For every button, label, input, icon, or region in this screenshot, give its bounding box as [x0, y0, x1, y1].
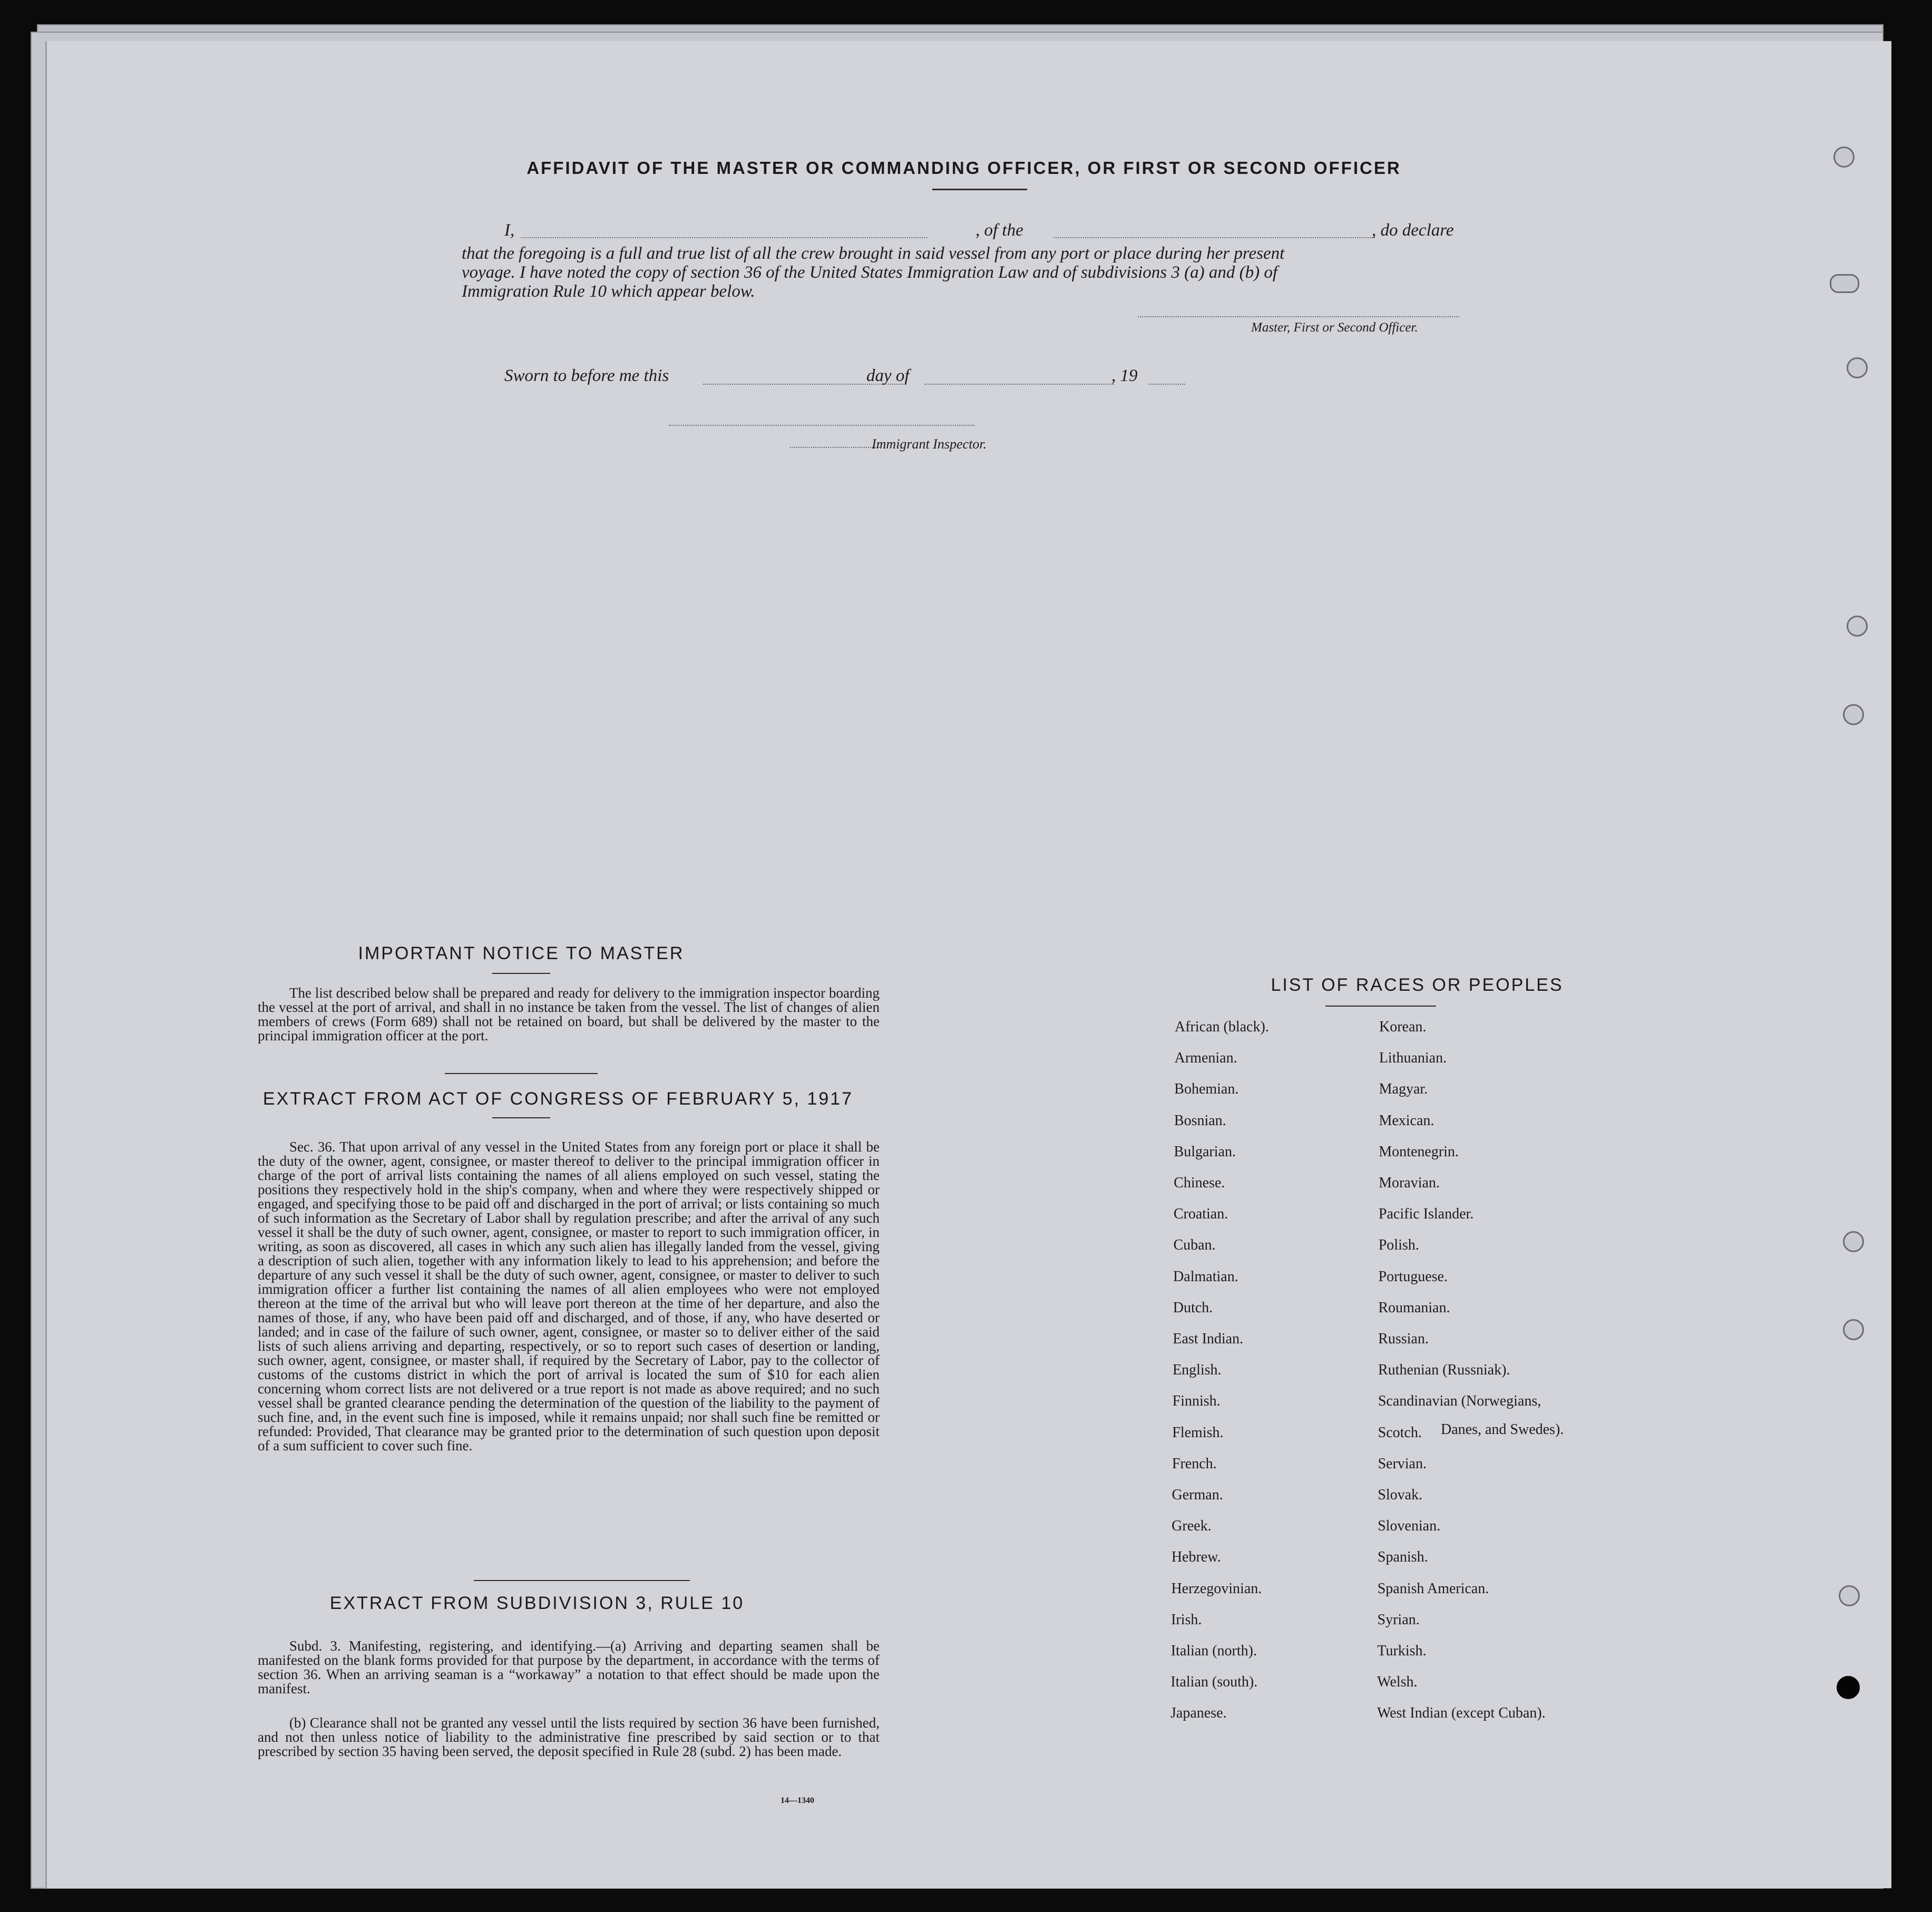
race-item: East Indian.	[1173, 1331, 1244, 1347]
punch-hole-icon	[1847, 616, 1868, 637]
punch-hole-icon	[1843, 704, 1864, 725]
race-item: Lithuanian.	[1379, 1050, 1447, 1067]
race-item: Italian (south).	[1170, 1674, 1258, 1691]
race-item: Welsh.	[1377, 1674, 1418, 1691]
punch-hole-icon	[1847, 357, 1868, 378]
races-title: LIST OF RACES OR PEOPLES	[1271, 975, 1564, 995]
inspector-lead-dots	[790, 447, 880, 448]
affidavit-declare-label: , do declare	[1372, 221, 1454, 240]
sworn-month-blank-field[interactable]	[924, 384, 1114, 385]
race-item: Mexican.	[1379, 1112, 1435, 1129]
punch-hole-icon	[1843, 1231, 1864, 1252]
race-item: Magyar.	[1379, 1081, 1428, 1098]
race-item: Japanese.	[1170, 1705, 1227, 1722]
race-item: Slovak.	[1378, 1487, 1423, 1503]
race-item: Bosnian.	[1174, 1112, 1226, 1129]
races-underline	[1325, 1006, 1436, 1007]
race-item: Flemish.	[1172, 1424, 1224, 1441]
race-item: West Indian (except Cuban).	[1377, 1705, 1546, 1722]
sworn-year-blank-field[interactable]	[1148, 384, 1185, 385]
act-title: EXTRACT FROM ACT OF CONGRESS OF FEBRUARY 5, 1917	[262, 1089, 854, 1109]
section-divider	[474, 1580, 690, 1581]
race-item: Portuguese.	[1378, 1268, 1448, 1285]
race-item: Polish.	[1378, 1237, 1419, 1254]
race-item: Scotch.	[1378, 1424, 1422, 1441]
race-item: English.	[1173, 1362, 1222, 1379]
form-number: 14—1340	[780, 1796, 814, 1805]
act-section-36-text: Sec. 36. That upon arrival of any vessel in the United States from any foreign port or place it shall be the duty of the owner, agent, consignee, or master thereof to deliver to the principal immigration officer in charge of the port of arrival lists containing the names of all aliens employed on such vessel, stating the positions they respectively hold in the ship's company, when and where they were respectively shipped or engaged, and specifying those to be paid off and discharged in the port of arrival; or lists containing so much of such information as the Secretary of Labor shall by regulation prescribe; and after the arrival of any such vessel it shall be the duty of such owner, agent, consignee, or master to report to such immigration officer, in writing, as soon as discovered, all cases in which any such alien has illegally landed from the vessel, giving a description of such alien, together with any information likely to lead to his apprehension; and before the departure of any such vessel it shall be the duty of such owner, agent, consignee, or master to deliver to such immigration officer a further list containing the names of all alien employees who were not employed thereon at the time of the arrival but who will leave port thereon at the time of her departure, and also the names of those, if any, who have been paid off and discharged, and of those, if any, who have deserted or landed; and in case of the failure of such owner, agent, consignee, or master so to deliver either of the said lists of such aliens arriving and departing, respectively, or so to report such cases of desertion or landing, such owner, agent, consignee, or master shall, if required by the Secretary of Labor, pay to the collector of customs of the customs district in which the port of arrival is located the sum of $10 for each alien concerning whom correct lists are not delivered or a true report is not made as above required; and no such vessel shall be granted clearance pending the determination of the question of the liability to the payment of such fine, and, in the event such fine is imposed, while it remains unpaid; nor shall such fine be remitted or refunded: Provided, That clearance may be granted prior to the determination of such question upon deposit of a sum sufficient to cover such fine.	[258, 1139, 880, 1453]
rule-title: EXTRACT FROM SUBDIVISION 3, RULE 10	[329, 1593, 745, 1613]
race-item: Slovenian.	[1378, 1518, 1441, 1535]
race-item: Turkish.	[1377, 1643, 1427, 1659]
binder-ring-icon	[1830, 274, 1859, 293]
sworn-prefix-label: Sworn to before me this	[504, 366, 669, 385]
race-item: Roumanian.	[1378, 1299, 1450, 1316]
race-item: Spanish.	[1377, 1549, 1428, 1566]
signature-caption: Master, First or Second Officer.	[1251, 320, 1418, 335]
inspector-caption: Immigrant Inspector.	[872, 436, 987, 452]
act-underline	[492, 1117, 550, 1118]
inspector-signature-blank-field[interactable]	[669, 425, 974, 426]
race-item: Ruthenian (Russniak).	[1378, 1362, 1510, 1379]
race-item: Bulgarian.	[1174, 1143, 1236, 1160]
sworn-year-label: , 19	[1111, 366, 1138, 385]
section-divider	[445, 1073, 598, 1074]
vessel-blank-field[interactable]	[1053, 237, 1375, 238]
race-item: Armenian.	[1174, 1050, 1237, 1067]
punch-hole-icon	[1839, 1585, 1860, 1606]
race-item: Cuban.	[1173, 1237, 1216, 1254]
punch-hole-icon	[1843, 1319, 1864, 1340]
affidavit-text-line3: voyage. I have noted the copy of section 36 of the United States Immigration Law and of subdivisions 3 (a) and (b) of	[462, 263, 1278, 282]
race-item: Syrian.	[1377, 1611, 1420, 1628]
race-item: Chinese.	[1174, 1175, 1225, 1191]
race-item: African (black).	[1175, 1019, 1269, 1035]
race-item: Pacific Islander.	[1378, 1206, 1474, 1223]
notice-underline	[492, 973, 550, 974]
race-item: Bohemian.	[1174, 1081, 1239, 1098]
notice-text: The list described below shall be prepared and ready for delivery to the immigration inspector boarding the vessel at the port of arrival, and shall in no instance be taken from the vessel. The list of changes of alien members of crews (Form 689) shall not be retained on board, but shall be delivered by the master to the principal immigration officer at the port.	[258, 985, 880, 1043]
affidavit-text-line2: that the foregoing is a full and true list of all the crew brought in said vessel from any port or place during her present	[462, 244, 1285, 263]
affidavit-title: AFFIDAVIT OF THE MASTER OR COMMANDING OFFICER, OR FIRST OR SECOND OFFICER	[526, 158, 1401, 178]
race-item: Scandinavian (Norwegians,	[1378, 1393, 1541, 1410]
affidavit-i-label: I,	[504, 221, 515, 240]
race-item: German.	[1172, 1487, 1223, 1503]
race-item: Korean.	[1379, 1019, 1427, 1035]
affidavit-text-line4: Immigration Rule 10 which appear below.	[462, 282, 755, 301]
signature-blank-field[interactable]	[1138, 316, 1459, 317]
race-item: Italian (north).	[1170, 1643, 1257, 1659]
race-item: Montenegrin.	[1379, 1143, 1459, 1160]
race-item: Servian.	[1378, 1455, 1427, 1472]
rule-subdivision-a-text: Subd. 3. Manifesting, registering, and identifying.—(a) Arriving and departing seamen shall be manifested on the blank forms provided for that purpose by the department, in accordance with the terms of section 36. When an arriving seaman is a “workaway” a notation to that effect should be made upon the manifest.	[258, 1638, 880, 1696]
title-underline	[932, 189, 1027, 190]
rule-subdivision-b-text: (b) Clearance shall not be granted any vessel until the lists required by section 36 have been furnished, and not then unless notice of liability to the administrative fine prescribed by said section or to that prescribed by section 35 having been served, the deposit specified in Rule 28 (subd. 2) has been made.	[258, 1715, 880, 1759]
punch-hole-icon	[1833, 147, 1855, 168]
race-item: Finnish.	[1172, 1393, 1221, 1410]
document-sheet	[45, 41, 1891, 1888]
race-item: Danes, and Swedes).	[1441, 1421, 1564, 1438]
race-item: Herzegovinian.	[1171, 1580, 1262, 1597]
race-item: Hebrew.	[1171, 1549, 1221, 1566]
notice-title: IMPORTANT NOTICE TO MASTER	[358, 943, 685, 963]
race-item: French.	[1172, 1455, 1217, 1472]
name-blank-field[interactable]	[521, 237, 927, 238]
race-item: Russian.	[1378, 1331, 1429, 1347]
race-item: Greek.	[1172, 1518, 1212, 1535]
punch-hole-icon	[1837, 1676, 1860, 1699]
race-item: Moravian.	[1379, 1175, 1440, 1191]
sworn-day-of-label: day of	[866, 366, 910, 385]
race-item: Dutch.	[1173, 1299, 1213, 1316]
race-item: Spanish American.	[1377, 1580, 1489, 1597]
race-item: Dalmatian.	[1173, 1268, 1238, 1285]
race-item: Croatian.	[1173, 1206, 1228, 1223]
affidavit-of-label: , of the	[975, 221, 1023, 240]
race-item: Irish.	[1171, 1611, 1202, 1628]
